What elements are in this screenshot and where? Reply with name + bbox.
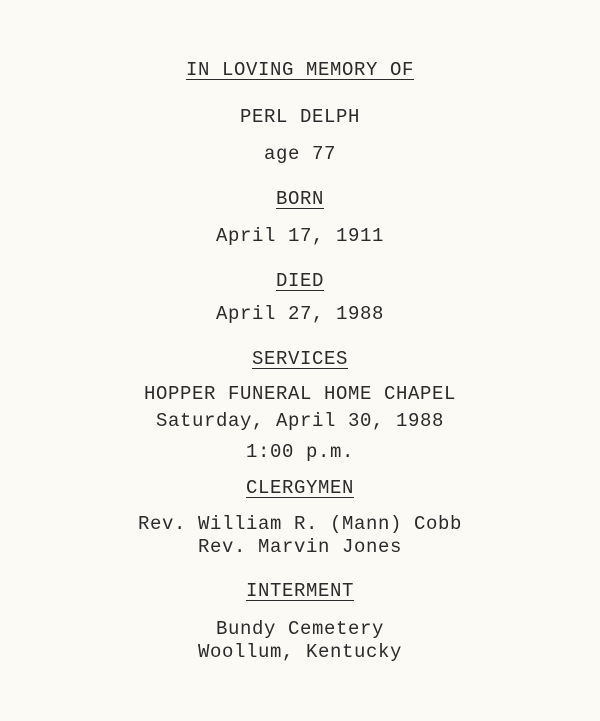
services-time: 1:00 p.m. bbox=[245, 441, 355, 463]
deceased-name: PERL DELPH bbox=[239, 106, 361, 128]
services-location: HOPPER FUNERAL HOME CHAPEL bbox=[143, 383, 457, 405]
deceased-age: age 77 bbox=[263, 143, 336, 165]
clergymen-heading: CLERGYMEN bbox=[245, 477, 355, 499]
born-heading: BORN bbox=[275, 188, 324, 210]
services-heading: SERVICES bbox=[251, 348, 348, 370]
interment-place: Bundy Cemetery bbox=[215, 618, 385, 640]
born-date: April 17, 1911 bbox=[215, 225, 385, 247]
interment-location: Woollum, Kentucky bbox=[197, 641, 403, 663]
services-date: Saturday, April 30, 1988 bbox=[155, 410, 445, 432]
died-heading: DIED bbox=[275, 270, 324, 292]
clergyman-name: Rev. William R. (Mann) Cobb bbox=[137, 513, 463, 535]
died-date: April 27, 1988 bbox=[215, 303, 385, 325]
clergyman-name: Rev. Marvin Jones bbox=[197, 536, 403, 558]
memory-heading: IN LOVING MEMORY OF bbox=[185, 59, 415, 81]
interment-heading: INTERMENT bbox=[245, 580, 355, 602]
